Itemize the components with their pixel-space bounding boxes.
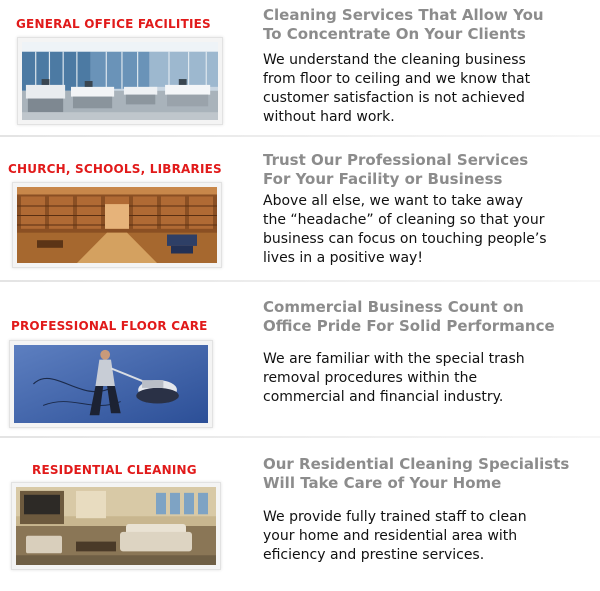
section-heading-floor-care: Commercial Business Count on Office Pride For Solid Performance [263,298,555,335]
section-label-residential: RESIDENTIAL CLEANING [32,463,197,477]
section-body-office: We understand the cleaning business from floor to ceiling and we know that customer satisfaction is not achieved without hard work. [263,52,531,125]
section-heading-office: Cleaning Services That Allow You To Concentrate On Your Clients [263,6,544,43]
section-body-residential: We provide fully trained staff to clean your home and residential area with eficiency and prestine services. [263,509,527,563]
library-photo [12,182,222,268]
section-divider [0,436,600,438]
section-label-library: CHURCH, SCHOOLS, LIBRARIES [8,162,222,176]
office-photo [17,37,223,125]
section-body-library: Above all else, we want to take away the “headache” of cleaning so that your business can focus on touching people’s lives in a positive way! [263,193,547,266]
floor-care-photo [9,340,213,428]
section-heading-library: Trust Our Professional Services For Your Facility or Business [263,151,529,188]
section-divider [0,280,600,282]
section-label-floor-care: PROFESSIONAL FLOOR CARE [11,319,208,333]
residential-photo [11,482,221,570]
section-body-floor-care: We are familiar with the special trash removal procedures within the commercial and financial industry. [263,351,525,405]
section-divider [0,135,600,137]
section-heading-residential: Our Residential Cleaning Specialists Will Take Care of Your Home [263,455,570,492]
section-label-office: GENERAL OFFICE FACILITIES [16,17,211,31]
